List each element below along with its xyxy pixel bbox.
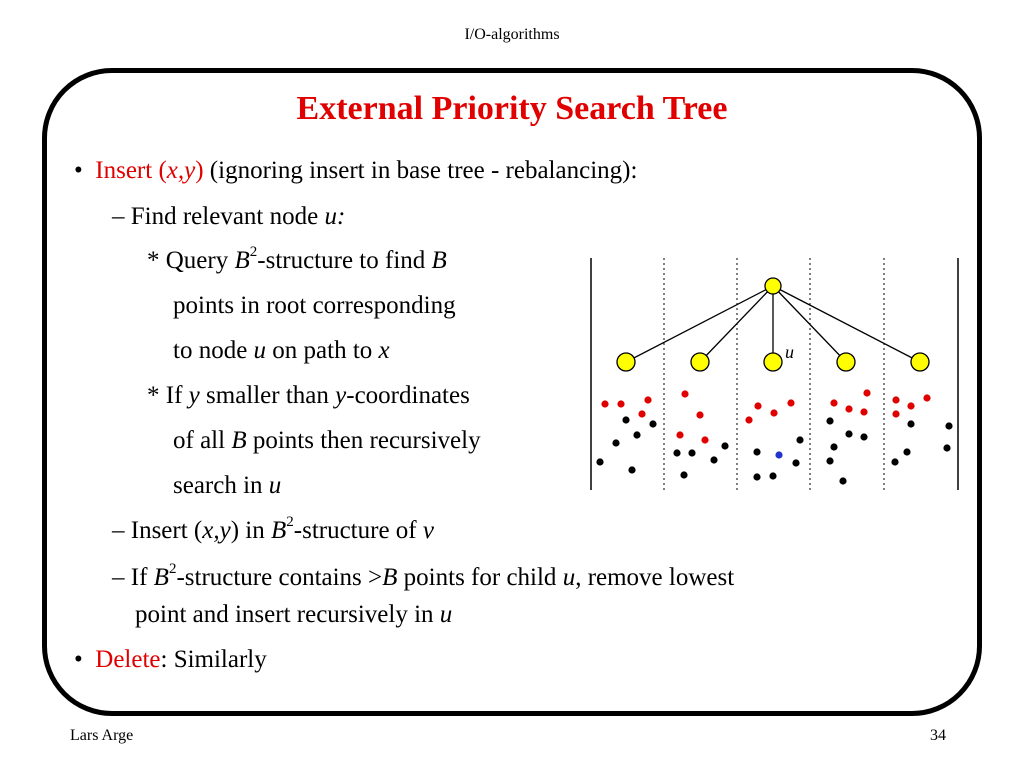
black-point — [612, 439, 619, 446]
black-point — [907, 420, 914, 427]
red-point — [892, 410, 899, 417]
black-point — [860, 433, 867, 440]
to-node-u: u — [253, 337, 267, 364]
child-node — [691, 353, 709, 371]
if-y-text: * If — [147, 382, 189, 409]
insert-paren-open: ( — [152, 157, 167, 184]
node-u-label: u — [785, 342, 794, 362]
insert-b2-text: – Insert ( — [112, 517, 203, 544]
find-node-text: – Find relevant node — [112, 203, 325, 230]
point-insert-u: u — [439, 601, 453, 628]
of-all-text: of all — [173, 427, 232, 454]
red-point — [696, 411, 703, 418]
black-point — [753, 448, 760, 455]
if-b2-text: – If — [112, 564, 154, 591]
point-set — [596, 389, 952, 484]
black-point — [826, 457, 833, 464]
query-b2: B — [431, 247, 447, 274]
insert-b2-xy: x,y — [202, 517, 231, 544]
insert-args: x,y — [166, 157, 196, 184]
insert-keyword: Insert — [95, 157, 153, 184]
child-node-u — [764, 353, 782, 371]
red-point — [676, 431, 683, 438]
if-y-text-2: smaller than — [199, 382, 336, 409]
to-node-text-2: on path to — [266, 337, 379, 364]
red-point — [770, 409, 777, 416]
if-b2-text-4: , remove lowest — [575, 564, 735, 591]
black-point — [688, 449, 695, 456]
delete-description: : Similarly — [160, 646, 267, 673]
if-b2-b2: B — [382, 564, 398, 591]
search-in-u: u — [268, 472, 282, 499]
query-sup: 2 — [249, 244, 258, 260]
tree-edges — [626, 286, 920, 362]
black-point — [680, 471, 687, 478]
black-point — [796, 436, 803, 443]
delete-keyword: Delete — [95, 646, 161, 673]
if-y-var-2: y — [335, 382, 347, 409]
if-y-text-3: -coordinates — [346, 382, 470, 409]
search-in-text: search in — [173, 472, 269, 499]
bullet-marker: • — [74, 646, 83, 673]
red-point — [892, 396, 899, 403]
insert-b2-v: v — [422, 517, 434, 544]
black-point — [753, 473, 760, 480]
header-title: I/O-algorithms — [464, 26, 560, 43]
child-node — [617, 353, 635, 371]
footer-author: Lars Arge — [70, 727, 134, 744]
black-point — [673, 449, 680, 456]
root-node — [765, 278, 781, 294]
black-point — [710, 456, 717, 463]
blue-point — [775, 451, 782, 458]
insert-b2-text-3: -structure of — [293, 517, 423, 544]
if-b2-text-2: -structure contains > — [176, 564, 383, 591]
black-point — [839, 477, 846, 484]
insert-b2-sup: 2 — [286, 514, 294, 530]
red-point — [701, 436, 708, 443]
red-point — [907, 402, 914, 409]
slide-title: External Priority Search Tree — [296, 90, 728, 127]
if-b2-b: B — [153, 564, 169, 591]
black-point — [845, 430, 852, 437]
red-point — [681, 390, 688, 397]
insert-paren-close: ) — [195, 157, 204, 184]
find-node-var: u: — [324, 203, 346, 230]
child-node — [837, 353, 855, 371]
insert-b2-b: B — [270, 517, 287, 544]
if-y-var: y — [188, 382, 200, 409]
black-point — [596, 458, 603, 465]
tree-edge — [773, 286, 920, 362]
point-insert-text: point and insert recursively in — [135, 601, 440, 628]
query-b: B — [234, 247, 250, 274]
red-point — [860, 408, 867, 415]
red-point — [830, 399, 837, 406]
red-point — [754, 402, 761, 409]
red-point — [923, 394, 930, 401]
black-point — [826, 417, 833, 424]
black-point — [622, 416, 629, 423]
black-point — [628, 466, 635, 473]
red-point — [638, 410, 645, 417]
points-root-text: points in root corresponding — [173, 292, 456, 319]
tree-edge — [773, 286, 846, 362]
to-node-text: to node — [173, 337, 254, 364]
query-text: * Query — [147, 247, 235, 274]
red-point — [644, 396, 651, 403]
red-point — [787, 399, 794, 406]
red-point — [617, 400, 624, 407]
black-point — [721, 442, 728, 449]
red-point — [845, 405, 852, 412]
black-point — [943, 444, 950, 451]
insert-b2-text-2: ) in — [230, 517, 271, 544]
bullet-marker: • — [74, 157, 83, 184]
red-point — [745, 416, 752, 423]
black-point — [945, 422, 952, 429]
black-point — [633, 431, 640, 438]
black-point — [830, 443, 837, 450]
black-point — [891, 458, 898, 465]
if-b2-sup: 2 — [168, 561, 177, 577]
to-node-x: x — [378, 337, 390, 364]
black-point — [769, 472, 776, 479]
red-point — [601, 400, 608, 407]
footer-page-number: 34 — [930, 727, 946, 744]
insert-description: (ignoring insert in base tree - rebalancing): — [203, 157, 638, 184]
tree-edge — [700, 286, 773, 362]
tree-edge — [626, 286, 773, 362]
black-point — [903, 448, 910, 455]
of-all-text-2: points then recursively — [246, 427, 481, 454]
black-point — [649, 420, 656, 427]
if-b2-u: u — [562, 564, 576, 591]
child-node — [911, 353, 929, 371]
red-point — [863, 389, 870, 396]
if-b2-text-3: points for child — [397, 564, 563, 591]
of-all-b: B — [231, 427, 247, 454]
black-point — [792, 459, 799, 466]
query-text-2: -structure to find — [257, 247, 432, 274]
